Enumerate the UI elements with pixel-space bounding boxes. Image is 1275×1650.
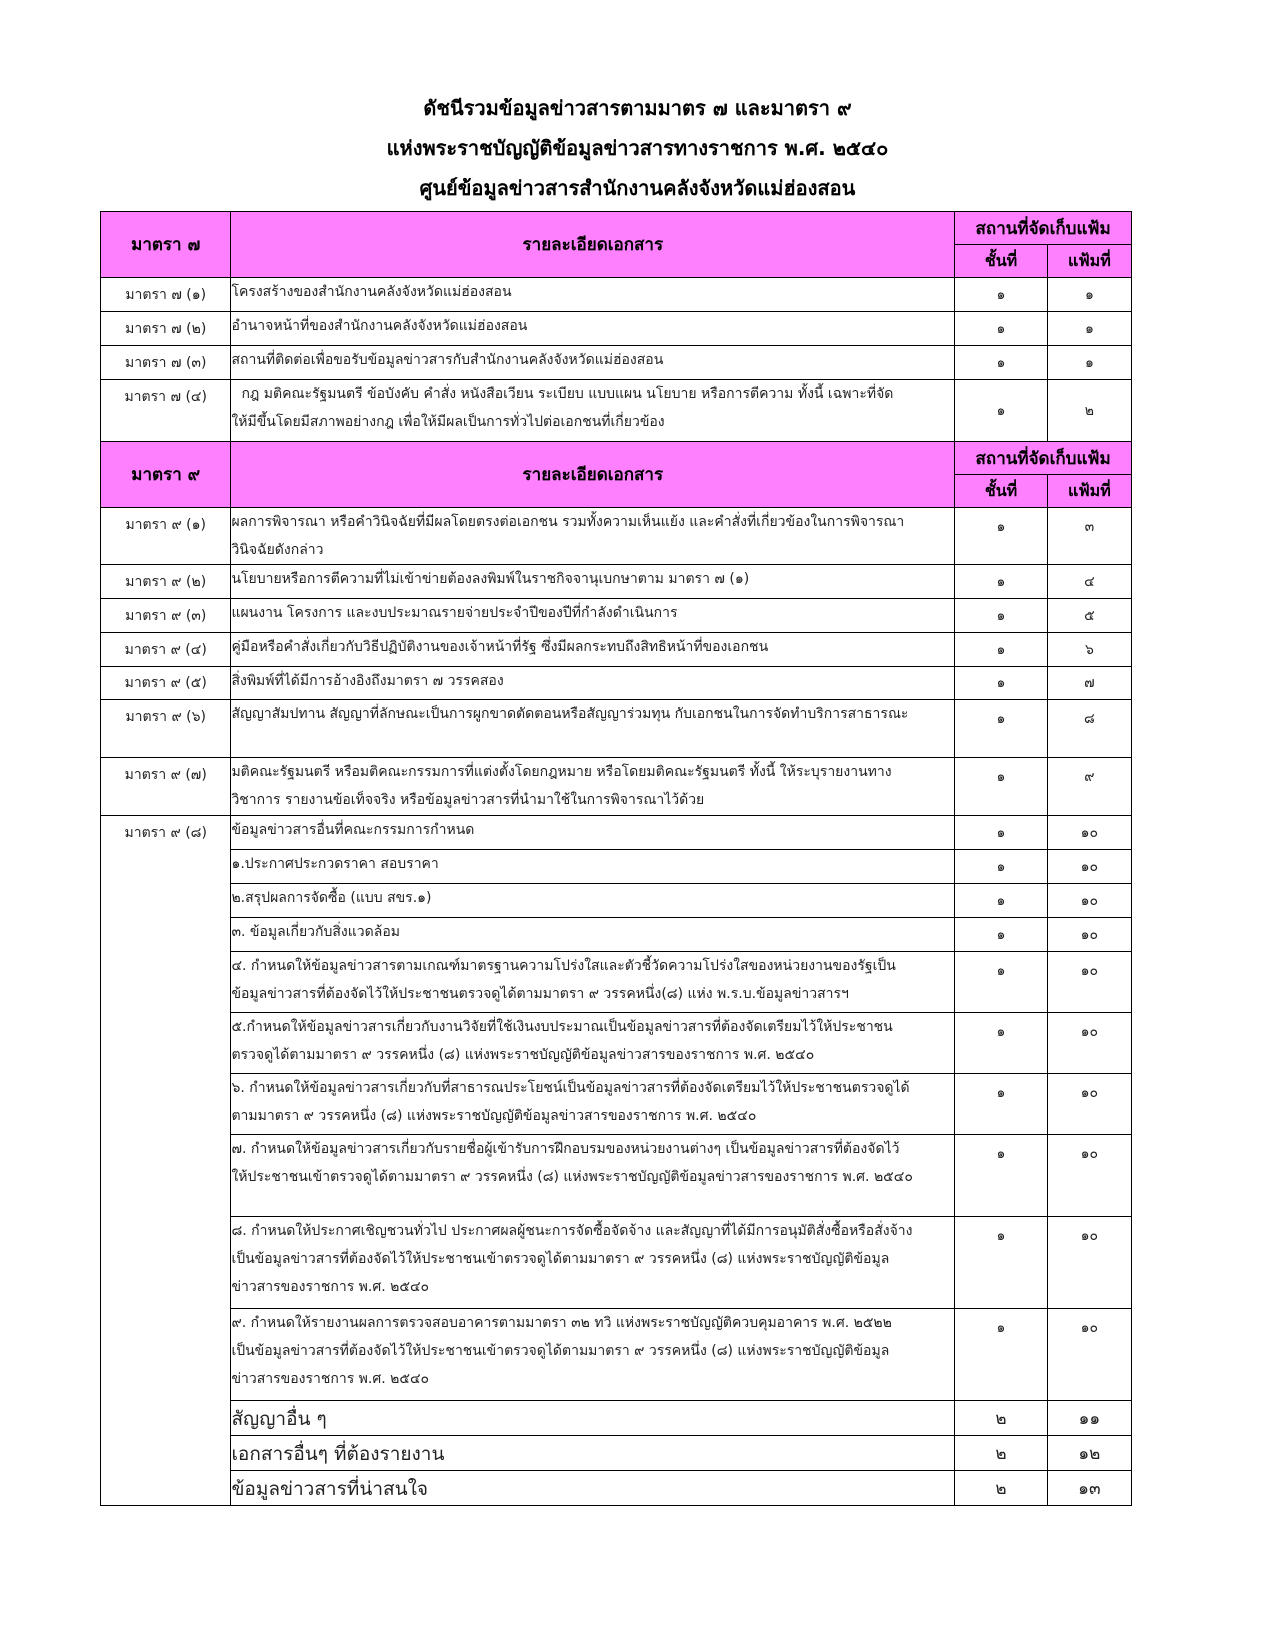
section-cell: มาตรา ๙ (๘)	[101, 816, 231, 1506]
floor-cell: ๑	[955, 346, 1048, 380]
floor-cell: ๑	[955, 599, 1048, 633]
detail-cell: ๒.สรุปผลการจัดซื้อ (แบบ สขร.๑)	[231, 884, 955, 918]
file-cell: ๑๐	[1047, 884, 1131, 918]
table-row	[101, 667, 1132, 700]
detail-cell: สิ่งพิมพ์ที่ได้มีการอ้างอิงถึงมาตรา ๗ วรรคสอง	[231, 667, 955, 700]
file-cell: ๑๐	[1047, 918, 1131, 952]
section-cell: มาตรา ๙ (๒)	[101, 565, 231, 599]
detail-line: วิชาการ รายงานข้อเท็จจริง หรือข้อมูลข่าวสารที่นำมาใช้ในการพิจารณาไว้ด้วย	[231, 792, 705, 808]
floor-cell: ๑	[955, 278, 1048, 312]
detail-cell: สัญญาสัมปทาน สัญญาที่ลักษณะเป็นการผูกขาดตัดตอนหรือสัญญาร่วมทุน กับเอกชนในการจัดทำบริการสาธารณะ	[231, 700, 955, 758]
detail-cell: ๑.ประกาศประกวดราคา สอบราคา	[231, 850, 955, 884]
table-row	[101, 1436, 1132, 1471]
document-title-block	[0, 88, 1275, 208]
section-cell: มาตรา ๗ (๓)	[101, 346, 231, 380]
section-cell: มาตรา ๙ (๓)	[101, 599, 231, 633]
file-cell: ๑๑	[1047, 1401, 1131, 1436]
section7-header-row	[101, 212, 1132, 245]
file-cell: ๑๐	[1047, 1135, 1131, 1217]
table-row	[101, 918, 1132, 952]
detail-cell	[231, 1309, 955, 1401]
file-cell: ๑๐	[1047, 1309, 1131, 1401]
table-row	[101, 599, 1132, 633]
floor-cell: ๑	[955, 508, 1048, 565]
detail-line: ตามมาตรา ๙ วรรคหนึ่ง (๘) แห่งพระราชบัญญัติข้อมูลข่าวสารของราชการ พ.ศ. ๒๕๔๐	[231, 1108, 757, 1124]
section9-header-file: แฟ้มที่	[1047, 475, 1131, 508]
section-cell: มาตรา ๙ (๑)	[101, 508, 231, 565]
detail-cell: ข้อมูลข่าวสารอื่นที่คณะกรรมการกำหนด	[231, 816, 955, 850]
table-row	[101, 633, 1132, 667]
table-row	[101, 758, 1132, 816]
floor-cell: ๑	[955, 380, 1048, 442]
title-line-2: แห่งพระราชบัญญัติข้อมูลข่าวสารทางราชการ พ.ศ. ๒๕๔๐	[386, 136, 889, 160]
detail-cell: โครงสร้างของสำนักงานคลังจังหวัดแม่ฮ่องสอน	[231, 278, 955, 312]
file-cell: ๑	[1047, 312, 1131, 346]
detail-cell	[231, 1074, 955, 1135]
title-line-3: ศูนย์ข้อมูลข่าวสารสำนักงานคลังจังหวัดแม่ฮ่องสอน	[419, 176, 856, 200]
detail-line: ข่าวสารของราชการ พ.ศ. ๒๕๔๐	[231, 1371, 430, 1387]
detail-cell	[231, 1135, 955, 1217]
detail-cell	[231, 758, 955, 816]
file-cell: ๑	[1047, 278, 1131, 312]
floor-cell: ๑	[955, 884, 1048, 918]
floor-cell: ๑	[955, 667, 1048, 700]
file-cell: ๑๐	[1047, 850, 1131, 884]
detail-line: ๖. กำหนดให้ข้อมูลข่าวสารเกี่ยวกับที่สาธารณประโยชน์เป็นข้อมูลข่าวสารที่ต้องจัดเตรียมไว้ให้ประชาชนตรวจดูได้	[231, 1080, 910, 1096]
detail-line: วินิจฉัยดังกล่าว	[231, 542, 324, 558]
table-row	[101, 565, 1132, 599]
section9-header-storage: สถานที่จัดเก็บแฟ้ม	[955, 442, 1132, 475]
floor-cell: ๑	[955, 1013, 1048, 1074]
table-row	[101, 816, 1132, 850]
detail-line: ๕.กำหนดให้ข้อมูลข่าวสารเกี่ยวกับงานวิจัยที่ใช้เงินงบประมาณเป็นข้อมูลข่าวสารที่ต้องจัดเตรียมไว้ให้ประชาชน	[231, 1019, 893, 1035]
section-cell: มาตรา ๗ (๑)	[101, 278, 231, 312]
table-row	[101, 312, 1132, 346]
detail-cell: สัญญาอื่น ๆ	[231, 1401, 955, 1436]
detail-line: มติคณะรัฐมนตรี หรือมติคณะกรรมการที่แต่งตั้งโดยกฎหมาย หรือโดยมติคณะรัฐมนตรี ทั้งนี้ ให้ระบุรายงานทาง	[231, 764, 892, 780]
table-row	[101, 952, 1132, 1013]
floor-cell: ๑	[955, 633, 1048, 667]
detail-cell: นโยบายหรือการตีความที่ไม่เข้าข่ายต้องลงพิมพ์ในราชกิจจานุเบกษาตาม มาตรา ๗ (๑)	[231, 565, 955, 599]
file-cell: ๑๒	[1047, 1436, 1131, 1471]
floor-cell: ๑	[955, 1309, 1048, 1401]
table-row	[101, 1401, 1132, 1436]
file-cell: ๑๐	[1047, 1217, 1131, 1309]
file-cell: ๑๐	[1047, 1013, 1131, 1074]
file-cell: ๑๐	[1047, 1074, 1131, 1135]
detail-line: ข้อมูลข่าวสารที่ต้องจัดไว้ให้ประชาชนตรวจดูได้ตามมาตรา ๙ วรรคหนึ่ง(๘) แห่ง พ.ร.บ.ข้อมูลข่าวสารฯ	[231, 986, 849, 1002]
detail-cell	[231, 1217, 955, 1309]
detail-cell: เอกสารอื่นๆ ที่ต้องรายงาน	[231, 1436, 955, 1471]
section-cell: มาตรา ๙ (๕)	[101, 667, 231, 700]
floor-cell: ๑	[955, 1135, 1048, 1217]
table-row	[101, 1309, 1132, 1401]
file-cell: ๑๓	[1047, 1471, 1131, 1506]
floor-cell: ๒	[955, 1436, 1048, 1471]
table-row	[101, 1013, 1132, 1074]
table-row	[101, 1471, 1132, 1506]
floor-cell: ๑	[955, 1217, 1048, 1309]
section9-header-section: มาตรา ๙	[101, 442, 231, 508]
table-row	[101, 1074, 1132, 1135]
detail-cell: แผนงาน โครงการ และงบประมาณรายจ่ายประจำปีของปีที่กำลังดำเนินการ	[231, 599, 955, 633]
detail-line: เป็นข้อมูลข่าวสารที่ต้องจัดไว้ให้ประชาชนเข้าตรวจดูได้ตามมาตรา ๙ วรรคหนึ่ง (๘) แห่งพระราชบัญญัติข้อมูล	[231, 1251, 890, 1267]
detail-cell	[231, 508, 955, 565]
detail-cell: สถานที่ติดต่อเพื่อขอรับข้อมูลข่าวสารกับสำนักงานคลังจังหวัดแม่ฮ่องสอน	[231, 346, 955, 380]
detail-cell: ข้อมูลข่าวสารที่น่าสนใจ	[231, 1471, 955, 1506]
floor-cell: ๑	[955, 565, 1048, 599]
detail-cell: อำนาจหน้าที่ของสำนักงานคลังจังหวัดแม่ฮ่องสอน	[231, 312, 955, 346]
detail-line: ข่าวสารของราชการ พ.ศ. ๒๕๔๐	[231, 1279, 430, 1295]
file-cell: ๙	[1047, 758, 1131, 816]
table-row	[101, 508, 1132, 565]
index-table	[100, 211, 1132, 1506]
file-cell: ๒	[1047, 380, 1131, 442]
section-cell: มาตรา ๙ (๖)	[101, 700, 231, 758]
detail-cell	[231, 380, 955, 442]
detail-cell	[231, 1013, 955, 1074]
section-cell: มาตรา ๗ (๒)	[101, 312, 231, 346]
file-cell: ๖	[1047, 633, 1131, 667]
detail-cell	[231, 952, 955, 1013]
file-cell: ๑๐	[1047, 952, 1131, 1013]
file-cell: ๓	[1047, 508, 1131, 565]
detail-line: ๙. กำหนดให้รายงานผลการตรวจสอบอาคารตามมาตรา ๓๒ ทวิ แห่งพระราชบัญญัติควบคุมอาคาร พ.ศ. ๒๕๒๒	[231, 1315, 892, 1331]
detail-cell: คู่มือหรือคำสั่งเกี่ยวกับวิธีปฏิบัติงานของเจ้าหน้าที่รัฐ ซึ่งมีผลกระทบถึงสิทธิหน้าที่ของเอกชน	[231, 633, 955, 667]
table-row	[101, 346, 1132, 380]
floor-cell: ๒	[955, 1401, 1048, 1436]
section-cell: มาตรา ๙ (๔)	[101, 633, 231, 667]
detail-cell: ๓. ข้อมูลเกี่ยวกับสิ่งแวดล้อม	[231, 918, 955, 952]
floor-cell: ๑	[955, 312, 1048, 346]
file-cell: ๔	[1047, 565, 1131, 599]
detail-line: ตรวจดูได้ตามมาตรา ๙ วรรคหนึ่ง (๘) แห่งพระราชบัญญัติข้อมูลข่าวสารของราชการ พ.ศ. ๒๕๔๐	[231, 1047, 815, 1063]
table-row	[101, 380, 1132, 442]
file-cell: ๘	[1047, 700, 1131, 758]
table-row	[101, 1135, 1132, 1217]
file-cell: ๑๐	[1047, 816, 1131, 850]
section7-header-detail: รายละเอียดเอกสาร	[231, 212, 955, 278]
detail-line: ๔. กำหนดให้ข้อมูลข่าวสารตามเกณฑ์มาตรฐานความโปร่งใสและตัวชี้วัดความโปร่งใสของหน่วยงานของรัฐเป็น	[231, 958, 896, 974]
detail-line: กฎ มติคณะรัฐมนตรี ข้อบังคับ คำสั่ง หนังสือเวียน ระเบียบ แบบแผน นโยบาย หรือการตีความ ทั้งนี้ เฉพาะที่จัด	[241, 386, 894, 402]
section9-header-detail: รายละเอียดเอกสาร	[231, 442, 955, 508]
floor-cell: ๑	[955, 816, 1048, 850]
file-cell: ๑	[1047, 346, 1131, 380]
floor-cell: ๒	[955, 1471, 1048, 1506]
floor-cell: ๑	[955, 700, 1048, 758]
detail-line: ผลการพิจารณา หรือคำวินิจฉัยที่มีผลโดยตรงต่อเอกชน รวมทั้งความเห็นแย้ง และคำสั่งที่เกี่ยวข้องในการพิจารณา	[231, 514, 905, 530]
detail-line: ให้ประชาชนเข้าตรวจดูได้ตามมาตรา ๙ วรรคหนึ่ง (๘) แห่งพระราชบัญญัติข้อมูลข่าวสารของราชการ พ.ศ. ๒๕๔๐	[231, 1169, 913, 1185]
detail-line: ๘. กำหนดให้ประกาศเชิญชวนทั่วไป ประกาศผลผู้ชนะการจัดซื้อจัดจ้าง และสัญญาที่ได้มีการอนุมัติสั่งซื้อหรือสั่งจ้าง	[231, 1223, 913, 1239]
table-row	[101, 850, 1132, 884]
floor-cell: ๑	[955, 952, 1048, 1013]
detail-line: เป็นข้อมูลข่าวสารที่ต้องจัดไว้ให้ประชาชนเข้าตรวจดูได้ตามมาตรา ๙ วรรคหนึ่ง (๘) แห่งพระราชบัญญัติข้อมูล	[231, 1343, 890, 1359]
floor-cell: ๑	[955, 850, 1048, 884]
section9-header-floor: ชั้นที่	[955, 475, 1048, 508]
section7-header-storage: สถานที่จัดเก็บแฟ้ม	[955, 212, 1132, 245]
table-row	[101, 884, 1132, 918]
detail-line: ให้มีขึ้นโดยมีสภาพอย่างกฎ เพื่อให้มีผลเป็นการทั่วไปต่อเอกชนที่เกี่ยวข้อง	[231, 414, 665, 430]
floor-cell: ๑	[955, 1074, 1048, 1135]
section7-header-file: แฟ้มที่	[1047, 245, 1131, 278]
section7-header-floor: ชั้นที่	[955, 245, 1048, 278]
floor-cell: ๑	[955, 758, 1048, 816]
table-row	[101, 700, 1132, 758]
table-row	[101, 278, 1132, 312]
table-row	[101, 1217, 1132, 1309]
section-cell: มาตรา ๙ (๗)	[101, 758, 231, 816]
floor-cell: ๑	[955, 918, 1048, 952]
file-cell: ๕	[1047, 599, 1131, 633]
section9-header-row	[101, 442, 1132, 475]
file-cell: ๗	[1047, 667, 1131, 700]
detail-line: ๗. กำหนดให้ข้อมูลข่าวสารเกี่ยวกับรายชื่อผู้เข้ารับการฝึกอบรมของหน่วยงานต่างๆ เป็นข้อมูลข่าวสารที่ต้องจัดไว้	[231, 1141, 900, 1157]
section7-header-section: มาตรา ๗	[101, 212, 231, 278]
title-line-1: ดัชนีรวมข้อมูลข่าวสารตามมาตร ๗ และมาตรา ๙	[423, 96, 852, 120]
section-cell: มาตรา ๗ (๔)	[101, 380, 231, 442]
